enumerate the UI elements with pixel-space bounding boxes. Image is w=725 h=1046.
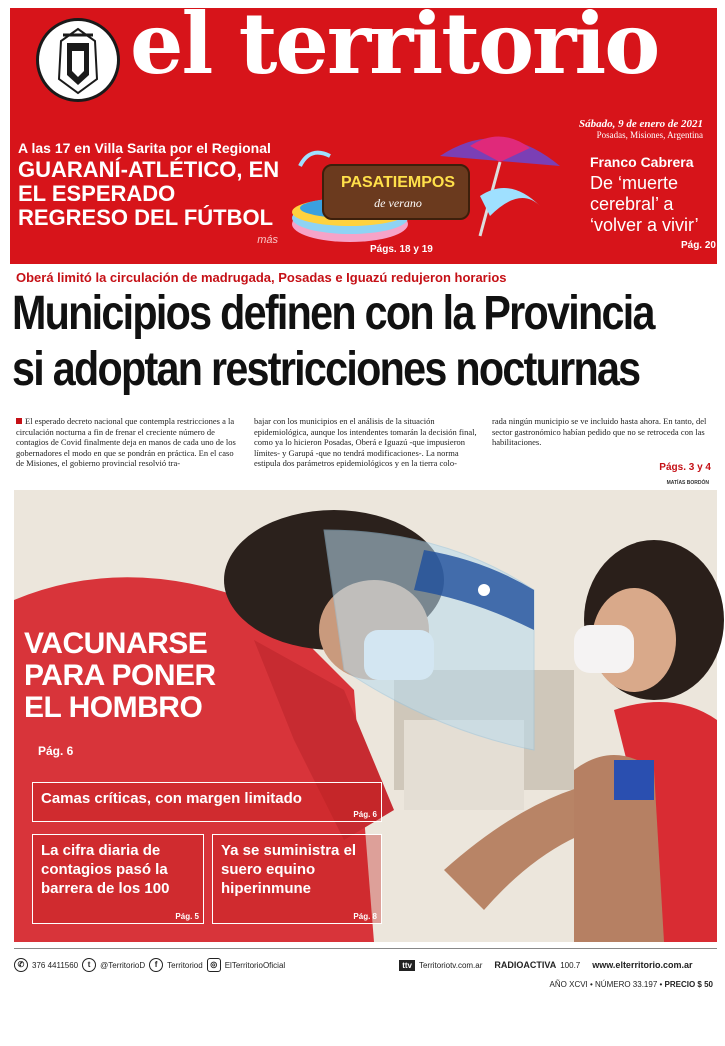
masthead bbox=[10, 0, 717, 264]
footer-twitter[interactable]: @TerritorioD bbox=[100, 960, 146, 970]
photo-caption: En varios puntos de la provincia, como Eldorado, se comenzó ayer a aplicar la Sputnik V a trabajadores de la salud con las dosis que arribaron el jueves. bbox=[28, 986, 136, 1045]
brand-wordmark: el territorio bbox=[130, 0, 659, 93]
section-tag: más bbox=[257, 234, 278, 246]
box-title: Ya se suministra el suero equino hiperinmune bbox=[221, 842, 357, 897]
teaser-headline: GUARANÍ-ATLÉTICO, EN EL ESPERADO REGRESO DEL FÚTBOL bbox=[18, 157, 280, 230]
footer-website[interactable]: www.elterritorio.com.ar bbox=[592, 960, 693, 970]
tv-badge: ttv bbox=[399, 960, 415, 971]
footer-bar bbox=[14, 954, 717, 976]
lead-body bbox=[16, 416, 716, 476]
box-page: Pág. 5 bbox=[175, 912, 199, 921]
box-page: Pág. 6 bbox=[353, 810, 377, 819]
teaser-name: Franco Cabrera bbox=[590, 154, 694, 170]
lead-headline-line1: Municipios definen con la Provincia bbox=[12, 287, 654, 340]
footer-phone[interactable]: 376 4411560 bbox=[32, 960, 79, 970]
issue-date: Sábado, 9 de enero de 2021 bbox=[578, 118, 703, 130]
teaser-kicker: A las 17 en Villa Sarita por el Regional bbox=[18, 140, 271, 156]
photo-headline-line1: VACUNARSE bbox=[24, 627, 208, 660]
footer-tv-site[interactable]: Territoriotv.com.ar bbox=[418, 960, 483, 970]
lead-body-col3: rada ningún municipio se ve incluido hasta ahora. En tanto, del sector gastronómico habían pedido que no se retroceda con las habilitaciones. bbox=[492, 416, 707, 447]
box-suero-equino[interactable] bbox=[212, 834, 382, 924]
twitter-icon: t bbox=[82, 958, 96, 972]
pasatiempos-subtitle: de verano bbox=[374, 196, 422, 210]
box-page: Pág. 8 bbox=[353, 912, 377, 921]
photo-headline-line3: EL HOMBRO bbox=[24, 691, 203, 724]
newspaper-front-page bbox=[10, 0, 717, 1045]
footer-instagram[interactable]: ElTerritorioOficial bbox=[224, 960, 286, 970]
footer-radio-freq: 100.7 bbox=[560, 960, 581, 970]
box-title: Camas críticas, con margen limitado bbox=[41, 790, 302, 807]
issue-price: PRECIO $ 50 bbox=[664, 980, 713, 989]
lead-headline[interactable] bbox=[12, 286, 654, 398]
teaser-franco-cabrera[interactable] bbox=[590, 154, 716, 251]
lead-body-col1: El esperado decreto nacional que contempla restricciones a la circulación nocturna a fin de frenar el creciente número de contagios de Covid finalmente deja en manos de cada uno de los gobernadores el modo en que se pondrán en práctica. En el caso de Misiones, el gobierno provincial resolvió tra- bbox=[16, 416, 240, 476]
teaser-football[interactable] bbox=[18, 140, 288, 246]
lead-body-col2: bajar con los municipios en el análisis de la situación epidemiológica, aunque los intendentes tomarán la decisión final, como ya lo hicieron Posadas, Oberá e Iguazú -que impusieron límites- y Garupá -que no tendrá modificaciones-. La norma estipula dos parámetros epidemiológicos y en la tierra colo- bbox=[254, 416, 477, 468]
pasatiempos-title: PASATIEMPOS bbox=[340, 174, 456, 191]
teaser-quote: De ‘muerte cerebral’ a ‘volver a vivir’ bbox=[590, 173, 699, 235]
lead-pages: Págs. 3 y 4 bbox=[659, 462, 711, 473]
footer-facebook[interactable]: Territoriod bbox=[167, 960, 203, 970]
footer-radio: RADIOACTIVA bbox=[494, 960, 557, 970]
pasatiempos-pages: Págs. 18 y 19 bbox=[370, 244, 433, 255]
newspaper-logo-seal bbox=[36, 18, 120, 102]
box-title: La cifra diaria de contagios pasó la barrera de los 100 bbox=[41, 842, 170, 897]
lead-kicker: Oberá limitó la circulación de madrugada, Posadas e Iguazú redujeron horarios bbox=[16, 270, 507, 285]
pasatiempos-sign bbox=[322, 164, 470, 220]
issue-place: Posadas, Misiones, Argentina bbox=[596, 130, 703, 140]
instagram-icon: ◎ bbox=[207, 958, 221, 972]
photo-credit: MATÍAS BORDÓN bbox=[666, 480, 709, 486]
box-cifra-contagios[interactable] bbox=[32, 834, 204, 924]
dateline bbox=[579, 118, 703, 140]
whatsapp-icon: ✆ bbox=[14, 958, 28, 972]
photo-page: Pág. 6 bbox=[38, 744, 74, 758]
issue-info bbox=[550, 980, 713, 989]
teaser-page: Pág. 20 bbox=[680, 240, 716, 251]
photo-headline-line2: PARA PONER bbox=[24, 659, 216, 692]
lead-headline-line2: si adoptan restricciones nocturnas bbox=[12, 343, 640, 396]
issue-number: AÑO XCVI • NÚMERO 33.197 • bbox=[549, 980, 663, 989]
footer-divider bbox=[14, 948, 717, 949]
photo-headline[interactable] bbox=[24, 628, 216, 724]
pasatiempos-promo[interactable] bbox=[280, 126, 580, 258]
box-camas-criticas[interactable] bbox=[32, 782, 382, 822]
facebook-icon: f bbox=[149, 958, 163, 972]
